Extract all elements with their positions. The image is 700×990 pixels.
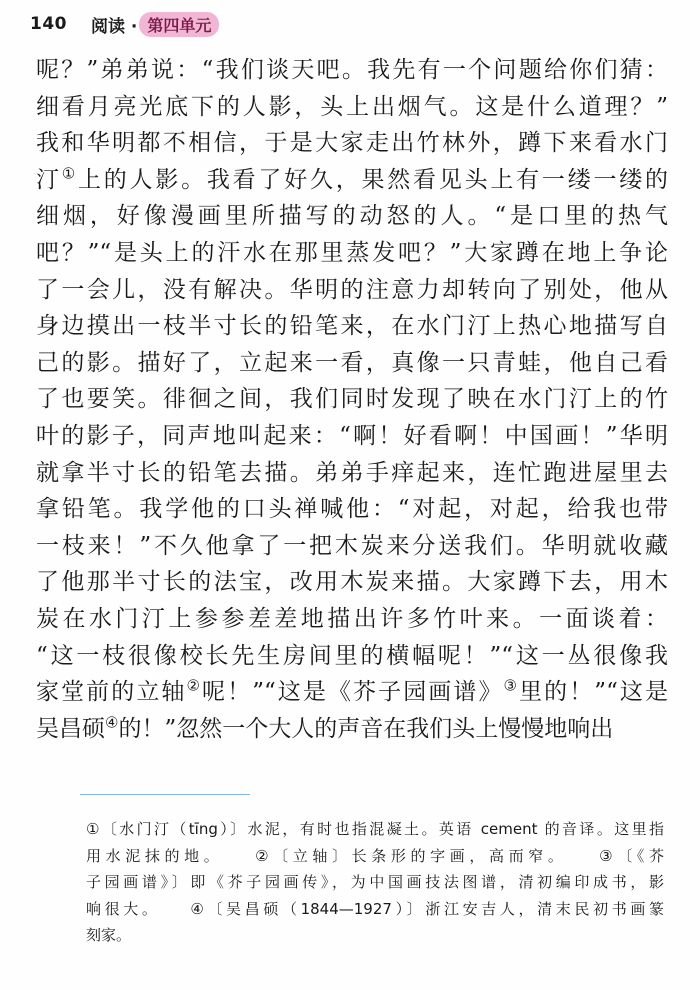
text-segment: 呢！”“这是《芥子园画谱》	[202, 679, 504, 706]
text-segment: 的！”忽然一个大人的声音在我们头上慢慢地响出	[118, 715, 614, 742]
page-number: 140	[30, 14, 67, 34]
text-segment: 里的！”“这是	[519, 679, 668, 706]
footnote-line: 响很大。 ④〔吴昌硕（1844—1927）〕浙江安吉人，清末民初书画篆	[86, 899, 664, 918]
text-line: 就拿半寸长的铅笔去描。弟弟手痒起来，连忙跑进屋里去	[36, 459, 668, 486]
text-line: 身边摸出一枝半寸长的铅笔来，在水门汀上热心地描写自	[36, 313, 668, 340]
section-label: 阅读 ·	[91, 16, 138, 37]
text-line	[36, 711, 668, 748]
footnote-marker: ③	[503, 676, 520, 695]
page-header	[30, 10, 219, 38]
text-line: 呢？”弟弟说：“我们谈天吧。我先有一个问题给你们猜：	[36, 57, 668, 83]
text-line: “这一枝很像校长先生房间里的横幅呢！”“这一丛很像我	[36, 642, 668, 669]
text-segment: 上的人影。我看了好久，果然看见头上有一缕一缕的	[78, 166, 669, 193]
footnote-line: 刻家。	[86, 926, 132, 944]
text-segment: 吴昌硕	[36, 715, 105, 742]
text-line: 了也要笑。徘徊之间，我们同时发现了映在水门汀上的竹	[36, 386, 668, 413]
text-line: 吧？”“是头上的汗水在那里蒸发吧？”大家蹲在地上争论	[36, 239, 668, 266]
footnote-marker: ②	[186, 676, 203, 695]
text-line: 我和华明都不相信，于是大家走出竹林外，蹲下来看水门	[36, 130, 668, 157]
footnote-marker: ④	[105, 713, 119, 732]
unit-badge: 第四单元	[139, 12, 219, 37]
text-line: 拿铅笔。我学他的口头禅喊他：“对起，对起，给我也带	[36, 496, 668, 523]
text-line: 细烟，好像漫画里所描写的动怒的人。“是口里的热气	[36, 203, 668, 230]
text-segment: 汀	[36, 166, 62, 193]
text-line: 叶的影子，同声地叫起来：“啊！好看啊！中国画！”华明	[36, 422, 668, 449]
text-line: 细看月亮光底下的人影，头上出烟气。这是什么道理？”	[36, 93, 668, 120]
text-line: 了一会儿，没有解决。华明的注意力却转向了别处，他从	[36, 276, 668, 303]
text-segment: 家堂前的立轴	[36, 679, 187, 706]
footnote-marker: ①	[61, 164, 79, 183]
footnote-line: ①〔水门汀（tīng）〕水泥，有时也指混凝土。英语 cement 的音译。这里指	[86, 820, 664, 838]
footnote-divider	[80, 794, 250, 795]
footnote-line: 子园画谱》〕即《芥子园画传》，为中国画技法图谱，清初编印成书，影	[86, 873, 664, 891]
footnotes	[86, 816, 664, 949]
text-line	[36, 674, 668, 711]
text-line: 了他那半寸长的法宝，改用木炭来描。大家蹲下去，用木	[36, 569, 668, 596]
text-line: 己的影。描好了，立起来一看，真像一只青蛙，他自己看	[36, 349, 668, 376]
text-line: 炭在水门汀上参参差差地描出许多竹叶来。一面谈着：	[36, 605, 668, 632]
body-text	[36, 52, 668, 747]
footnote-line: 用水泥抹的地。 ②〔立轴〕长条形的字画，高而窄。 ③〔《芥	[86, 846, 664, 865]
text-line: 一枝来！”不久他拿了一把木炭来分送我们。华明就收藏	[36, 532, 668, 559]
text-line	[36, 162, 668, 199]
